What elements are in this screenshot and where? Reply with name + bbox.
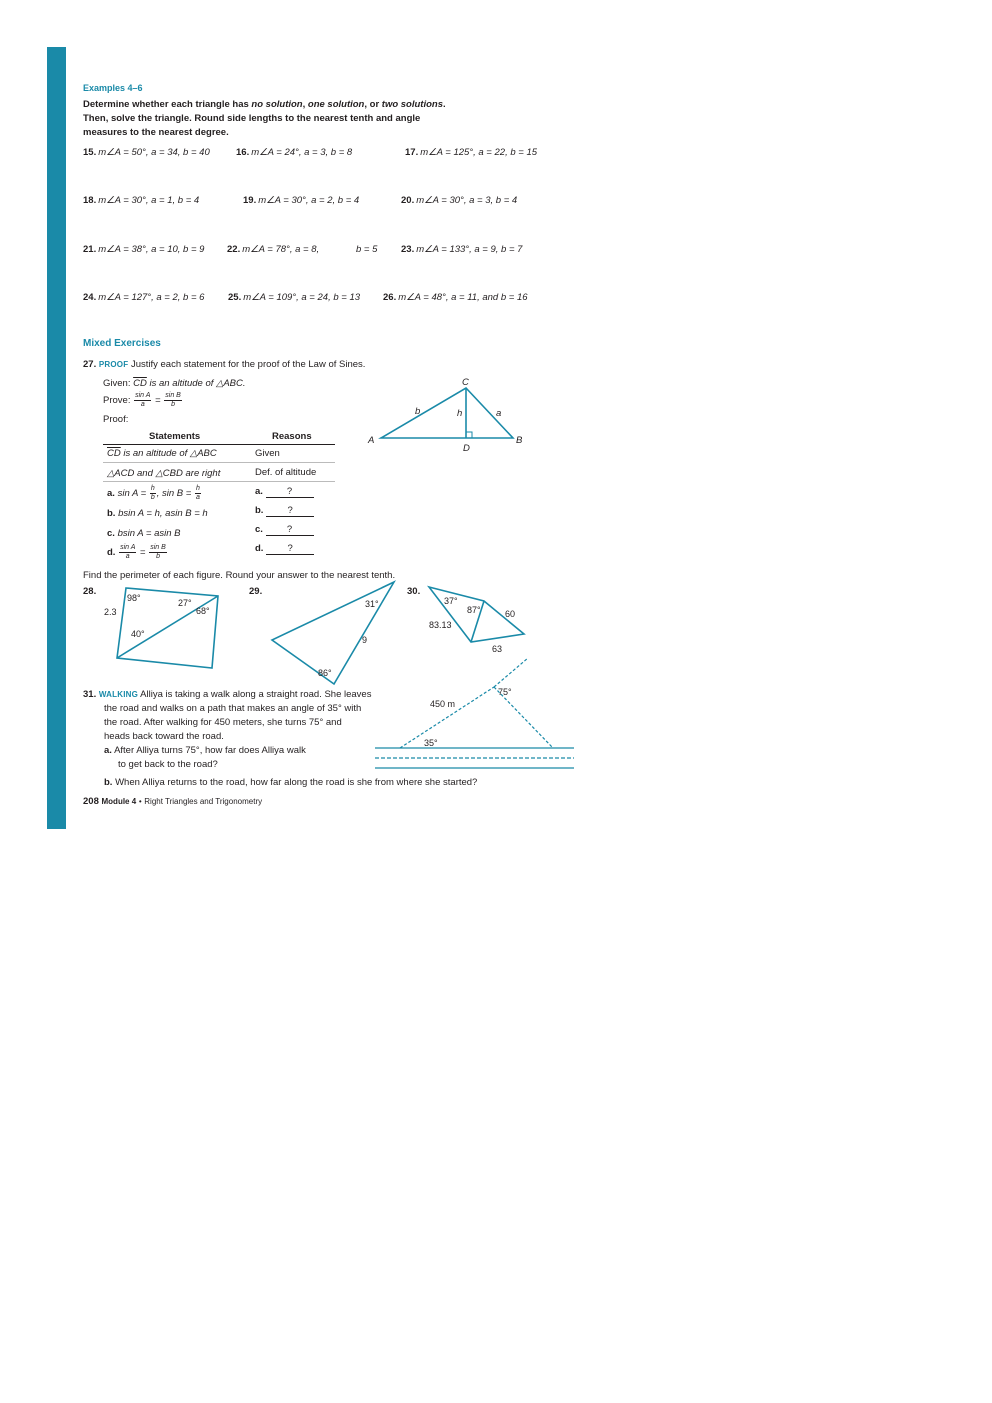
vertex-d-label: D	[463, 443, 470, 454]
answer-blank[interactable]: ?	[266, 486, 314, 498]
frac-den: b	[156, 553, 160, 560]
equals: =	[140, 547, 146, 559]
instr-em: two solutions	[381, 99, 443, 110]
exercise-text: Justify each statement for the proof of the Law of Sines.	[130, 359, 366, 370]
path-leg-1	[400, 687, 494, 748]
figure-29-side: 9	[362, 635, 368, 645]
col-reasons: Reasons	[272, 431, 312, 442]
exercise-keyword: PROOF	[98, 360, 129, 369]
exercise-text: m∠A = 48°, a = 11, and b = 16	[398, 292, 528, 303]
exercise-text: m∠A = 125°, a = 22, b = 15	[420, 147, 538, 158]
col-statements: Statements	[149, 431, 201, 442]
instr-sep: , or	[364, 99, 382, 110]
exercise-31-line-3: the road. After walking for 450 meters, she turns 75° and	[104, 717, 342, 728]
figure-28-angle-2: 27°	[178, 598, 192, 608]
exercise-31-line-1	[83, 689, 371, 700]
exercise-text: m∠A = 30°, a = 1, b = 4	[98, 195, 200, 206]
frac-num: h	[150, 485, 155, 492]
side-b-label: b	[415, 406, 421, 417]
figure-30-side-2: 83.13	[429, 620, 452, 630]
exercise-text: Alliya is taking a walk along a straight road. She leaves	[140, 689, 372, 700]
frac-den: b	[171, 401, 175, 408]
figure-30-side-3: 63	[492, 644, 503, 654]
exercise-text: b = 5	[356, 244, 378, 255]
answer-blank[interactable]: ?	[266, 505, 314, 517]
figure-29-angle-2: 86°	[318, 668, 332, 678]
exercise-number: 21.	[83, 244, 97, 255]
exercise-number: 18.	[83, 195, 97, 206]
exercise-29-number: 29.	[249, 586, 263, 597]
statement-text: bsin A = h, asin B = h	[118, 508, 208, 519]
row-label: b.	[255, 505, 264, 516]
frac-den: a	[140, 401, 145, 408]
frac-num: sin B	[150, 544, 166, 551]
figure-29-triangle	[272, 582, 394, 684]
frac-den: a	[125, 553, 130, 560]
frac-den: b	[150, 494, 155, 501]
exercise-number: 31.	[83, 689, 97, 700]
exercise-31-line-2: the road and walks on a path that makes an angle of 35° with	[104, 703, 362, 714]
segment-cd: $\overline{CD}$	[133, 378, 147, 389]
exercise-number: 27.	[83, 359, 97, 370]
proof-reason-2: Def. of altitude	[255, 467, 317, 478]
footer-module: Module 4	[101, 797, 137, 806]
part-text: When Alliya returns to the road, how far along the road is she from where she started?	[115, 777, 478, 788]
row-label: d.	[255, 543, 264, 554]
figure-30-side-1: 60	[505, 609, 516, 619]
figure-28-angle-1: 98°	[127, 593, 141, 603]
altitude-h-label: h	[457, 408, 463, 419]
exercise-text: m∠A = 30°, a = 2, b = 4	[258, 195, 360, 206]
instr-text: Determine whether each triangle has	[83, 99, 252, 110]
instructions-line-3: measures to the nearest degree.	[83, 127, 229, 138]
figure-30-angle-2: 87°	[467, 605, 481, 615]
perimeter-instructions: Find the perimeter of each figure. Round your answer to the nearest tenth.	[83, 570, 396, 581]
exercise-text: m∠A = 78°, a = 8,	[242, 244, 320, 255]
exercise-number: 15.	[83, 147, 97, 158]
vertex-a-label: A	[368, 435, 375, 446]
row-label: a.	[107, 488, 115, 500]
statement-text: , sin B =	[156, 488, 194, 500]
statement-text: sin A =	[117, 488, 149, 500]
exercise-text: m∠A = 30°, a = 3, b = 4	[416, 195, 518, 206]
page-number: 208	[83, 796, 99, 807]
prove-label: Prove:	[103, 395, 131, 407]
footer-title: Right Triangles and Trigonometry	[144, 797, 263, 806]
exercise-text: m∠A = 24°, a = 3, b = 8	[251, 147, 353, 158]
statement-text: is an altitude of △ABC	[120, 448, 217, 459]
figure-28-side: 2.3	[104, 607, 117, 617]
exercise-30-number: 30.	[407, 586, 421, 597]
figure-30-angle-1: 37°	[444, 596, 458, 606]
right-angle-mark	[466, 432, 472, 438]
exercise-number: 26.	[383, 292, 397, 303]
row-label: c.	[255, 524, 263, 535]
vertex-c-label: C	[462, 377, 469, 388]
exercise-text: m∠A = 38°, a = 10, b = 9	[98, 244, 205, 255]
exercise-text: m∠A = 50°, a = 34, b = 40	[98, 147, 210, 158]
row-label: c.	[107, 528, 115, 539]
part-text: After Alliya turns 75°, how far does Alliya walk	[114, 745, 306, 756]
exercise-number: 20.	[401, 195, 415, 206]
exercise-31-part-b	[104, 777, 477, 788]
angle-75-label: 75°	[498, 687, 512, 697]
row-label: b.	[107, 508, 116, 519]
row-label: d.	[107, 547, 116, 559]
statement-text: △ACD and △CBD are right	[107, 468, 221, 479]
proof-reason-1: Given	[255, 448, 280, 459]
frac-num: sin A	[135, 392, 151, 399]
path-extension	[494, 658, 528, 687]
exercise-text: m∠A = 127°, a = 2, b = 6	[98, 292, 205, 303]
angle-35-label: 35°	[424, 738, 438, 748]
vertex-b-label: B	[516, 435, 523, 446]
instr-em: no solution	[251, 99, 303, 110]
part-label: a.	[104, 745, 112, 756]
exercise-text: m∠A = 109°, a = 24, b = 13	[243, 292, 361, 303]
row-label: a.	[255, 486, 263, 497]
instr-end: .	[443, 99, 446, 110]
page-footer	[83, 796, 262, 807]
examples-label: Examples 4–6	[83, 83, 143, 93]
exercise-number: 17.	[405, 147, 419, 158]
exercise-text: m∠A = 133°, a = 9, b = 7	[416, 244, 523, 255]
frac-den: a	[195, 494, 200, 501]
given-label: Given:	[103, 378, 131, 389]
instr-sep: ,	[302, 99, 308, 110]
exercise-keyword: WALKING	[98, 690, 139, 699]
proof-label: Proof:	[103, 414, 129, 425]
footer-bullet: •	[138, 797, 142, 806]
mixed-exercises-heading: Mixed Exercises	[83, 338, 161, 349]
figure-28-angle-4: 40°	[131, 629, 145, 639]
statement-text: bsin A = asin B	[117, 528, 181, 539]
part-label: b.	[104, 777, 113, 788]
answer-blank[interactable]: ?	[266, 543, 314, 555]
triangle-abc	[381, 388, 513, 438]
instructions-line-2: Then, solve the triangle. Round side lengths to the nearest tenth and angle	[83, 113, 421, 124]
exercise-31-line-4: heads back toward the road.	[104, 731, 224, 742]
given-text: is an altitude of △ABC.	[146, 378, 246, 389]
equals: =	[155, 395, 161, 407]
instr-em: one solution	[307, 99, 365, 110]
side-a-label: a	[496, 408, 502, 419]
frac-num: h	[195, 485, 200, 492]
exercise-number: 22.	[227, 244, 241, 255]
path-distance-label: 450 m	[430, 699, 456, 709]
exercise-31-part-a	[104, 745, 306, 756]
figure-28-angle-3: 68°	[196, 606, 210, 616]
figure-29-angle-1: 31°	[365, 599, 379, 609]
exercise-28-number: 28.	[83, 586, 97, 597]
exercise-number: 16.	[236, 147, 250, 158]
answer-blank[interactable]: ?	[266, 524, 314, 536]
exercise-number: 23.	[401, 244, 415, 255]
exercise-number: 24.	[83, 292, 97, 303]
segment-cd: $\overline{CD}$	[107, 448, 121, 459]
exercise-number: 25.	[228, 292, 242, 303]
exercise-31-part-a-line-2: to get back to the road?	[118, 759, 218, 770]
frac-num: sin B	[165, 392, 181, 399]
frac-num: sin A	[120, 544, 136, 551]
exercise-number: 19.	[243, 195, 257, 206]
